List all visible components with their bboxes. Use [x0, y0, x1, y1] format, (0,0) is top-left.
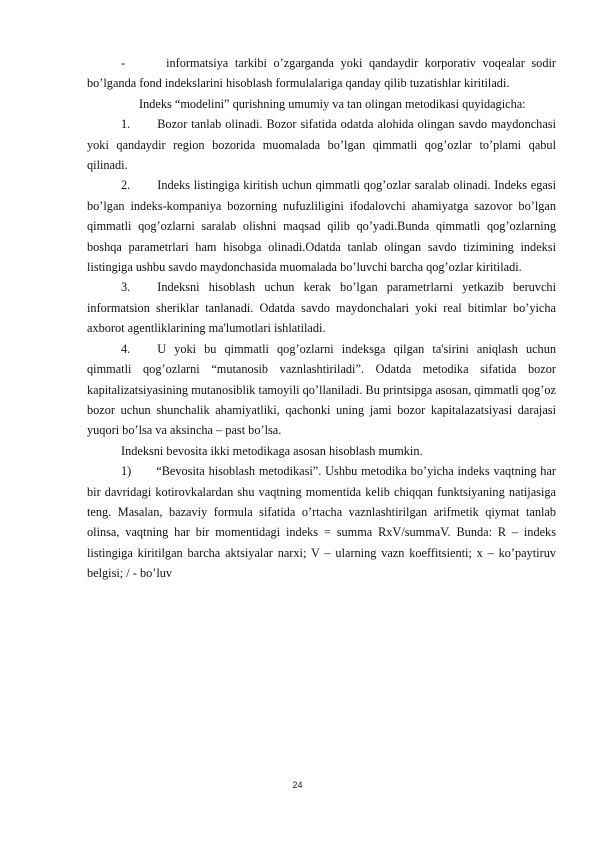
list-marker: 1): [121, 464, 132, 479]
list-marker: 2.: [121, 178, 131, 193]
list-marker: 3.: [121, 280, 131, 295]
paragraph-text: Bozor tanlab olinadi. Bozor sifatida odatda alohida olingan savdo maydonchasi yoki qandaydir region bozorida muomalada bo’lgan qimmatli qog’ozlar to’plami qabul qilinadi.: [87, 117, 556, 173]
paragraph-text: Indeksni bevosita ikki metodikaga asosan hisoblash mumkin.: [121, 443, 423, 458]
paragraph-text: U yoki bu qimmatli qog’ozlarni indeksga qilgan ta'sirini aniqlash uchun qimmatli qog’ozlarni “mutanosib vaznlashtiriladi”. Odatda metodika sifatida bozor kapitalizatsiyasining mutanosiblik tamoyili qo’llaniladi. Bu printsipga asosan, qimmatli qog’oz bozor uchun shunchalik ahamiyatliki, qachonki uning jami bozor kapitalazatsiyasi darajasi yuqori bo’lsa va aksincha – past bo’lsa.: [87, 341, 556, 438]
paragraph-text: informatsiya tarkibi o’zgarganda yoki qandaydir korporativ voqealar sodir bo’lganda fond indekslarini hisoblash formulalariga qanday qilib tuzatishlar kiritiladi.: [87, 56, 556, 91]
paragraph-text: Indeks listingiga kiritish uchun qimmatli qog’ozlar saralab olinadi. Indeks egasi bo’lgan indeks-kompaniya bozorning nufuzliligini ifodalovchi ahamiyatga sazovor bo’lgan qimmatli qog’ozlarni saralab olishni maqsad qilib qo’yadi.Bunda qimmatli qog’ozlarning boshqa parametrlari ham hisobga olinadi.Odatda tanlab olingan savdo tizimining indeksi listingiga ushbu savdo maydonchasida muomalada bo’luvchi barcha qog’ozlar kiritiladi.: [87, 178, 556, 275]
list-marker: -: [121, 56, 126, 70]
list-item-2: [87, 175, 556, 277]
paragraph-text: Indeksni hisoblash uchun kerak bo’lgan parametrlarni yetkazib beruvchi informatsion sheriklar tanlanadi. Odatda savdo maydonchalari yoki real bitimlar bo’yicha axborot agentliklarining ma'lumotlari ishlatiladi.: [87, 280, 556, 336]
list-marker: 1.: [121, 117, 131, 132]
paragraph-text: Indeks “modelini” qurishning umumiy va tan olingan metodikasi quyidagicha:: [139, 96, 526, 111]
paragraph-text: “Bevosita hisoblash metodikasi”. Ushbu metodika bo’yicha indeks vaqtning har bir davridagi kotirovkalardan shu vaqtning momentida kelib chiqqan funktsiyaning natijasiga teng. Masalan, bazaviy formula sifatida o’rtacha vaznlashtirilgan arifmetik qiymat tanlab olinsa, vaqtning har bir momentidagi indeks = summa RxV/summaV. Bunda: R – indeks listingiga kiritilgan barcha aktsiyalar narxi; V – ularning vazn koeffitsienti; x – ko’paytiruv belgisi; / - bo’luv: [87, 464, 556, 581]
document-body: [87, 53, 556, 584]
paragraph-intro: [87, 94, 556, 114]
list-marker: 4.: [121, 341, 131, 356]
list-item-3: [87, 277, 556, 338]
list-item-1-paren: [87, 461, 556, 583]
list-item-dash: [87, 53, 556, 94]
page-number: 24: [292, 780, 303, 790]
list-item-1: [87, 114, 556, 175]
paragraph-methods: [87, 441, 556, 461]
list-item-4: [87, 339, 556, 441]
